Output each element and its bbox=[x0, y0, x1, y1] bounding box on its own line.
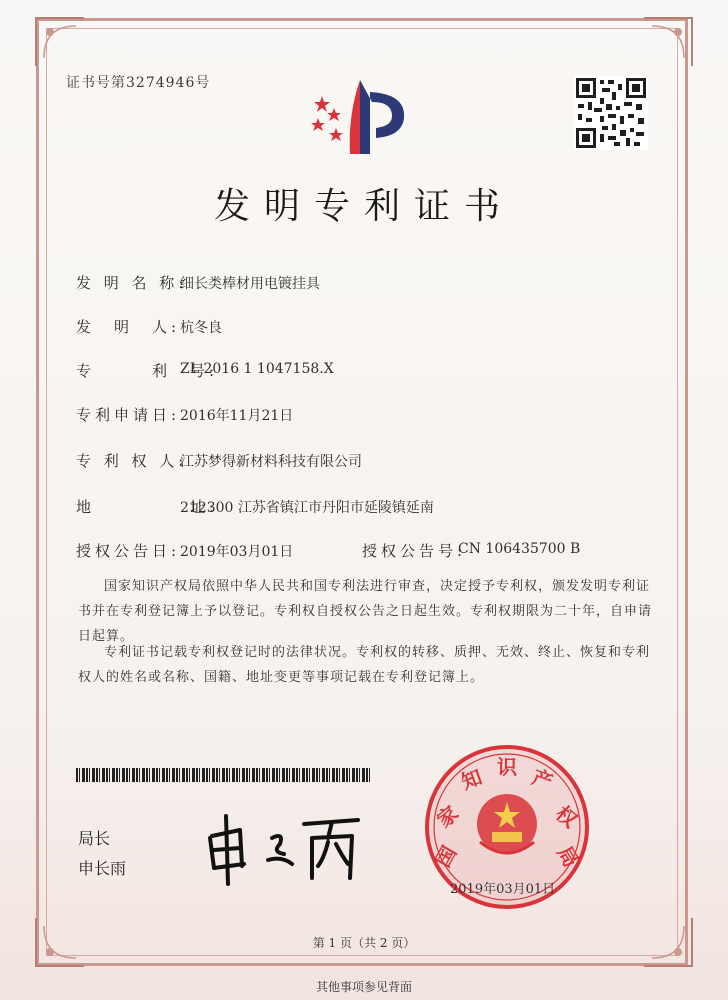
legal-statement-paragraph-2: 专利证书记载专利权登记时的法律状况。专利权的转移、质押、无效、终止、恢复和专利权人的姓名或名称、国籍、地址变更等事项记载在专利登记簿上。 bbox=[78, 645, 651, 685]
patentee-value: 江苏梦得新材料科技有限公司 bbox=[180, 454, 362, 470]
inventor-label: 发 明 人: bbox=[76, 318, 181, 336]
grant-date-value: 2019年03月01日 bbox=[180, 544, 294, 560]
announcement-number-value: CN 106435700 B bbox=[458, 541, 581, 557]
announcement-number-label: 授权公告号: bbox=[362, 542, 467, 560]
corner-ornament-top-right bbox=[638, 12, 698, 72]
seal-date: 2019年03月01日 bbox=[450, 882, 556, 897]
patent-number-label: 专 利 号: bbox=[76, 362, 219, 380]
patent-office-logo bbox=[310, 74, 420, 160]
address-label: 地 址: bbox=[76, 498, 219, 516]
svg-text:识: 识 bbox=[497, 755, 517, 779]
invention-name-label: 发 明 名 称: bbox=[76, 274, 188, 292]
inventor-value: 杭冬良 bbox=[180, 320, 222, 336]
certificate-number: 证书号第3274946号 bbox=[66, 75, 211, 91]
patent-number-value: ZL 2016 1 1047158.X bbox=[180, 361, 334, 377]
corner-ornament-top-left bbox=[30, 12, 90, 72]
qr-code-icon[interactable] bbox=[574, 76, 648, 150]
svg-text:权: 权 bbox=[551, 801, 582, 833]
svg-text:局: 局 bbox=[552, 841, 584, 872]
page-indicator: 第 1 页（共 2 页） bbox=[312, 936, 416, 950]
footer-note: 其他事项参见背面 bbox=[315, 980, 412, 994]
application-date-value: 2016年11月21日 bbox=[180, 408, 294, 424]
address-value: 212300 江苏省镇江市丹阳市延陵镇延南 bbox=[180, 500, 434, 516]
barcode bbox=[76, 768, 372, 782]
legal-statement-paragraph-1: 国家知识产权局依照中华人民共和国专利法进行审查，决定授予专利权，颁发发明专利证书并在专利登记簿上予以登记。专利权自授权公告之日起生效。专利权期限为二十年，自申请日起算。 bbox=[78, 579, 653, 644]
svg-text:国: 国 bbox=[430, 841, 462, 872]
certificate-title: 发明专利证书 bbox=[213, 186, 514, 227]
svg-text:产: 产 bbox=[528, 764, 556, 795]
director-name: 申长雨 bbox=[78, 859, 127, 878]
director-signature bbox=[200, 808, 370, 888]
application-date-label: 专利申请日: bbox=[76, 406, 181, 424]
svg-text:家: 家 bbox=[432, 801, 463, 833]
patentee-label: 专 利 权 人: bbox=[76, 452, 188, 470]
invention-name-value: 细长类棒材用电镀挂具 bbox=[180, 276, 320, 292]
svg-text:知: 知 bbox=[458, 764, 486, 795]
director-title: 局长 bbox=[78, 829, 111, 848]
grant-date-label: 授权公告日: bbox=[76, 542, 181, 560]
